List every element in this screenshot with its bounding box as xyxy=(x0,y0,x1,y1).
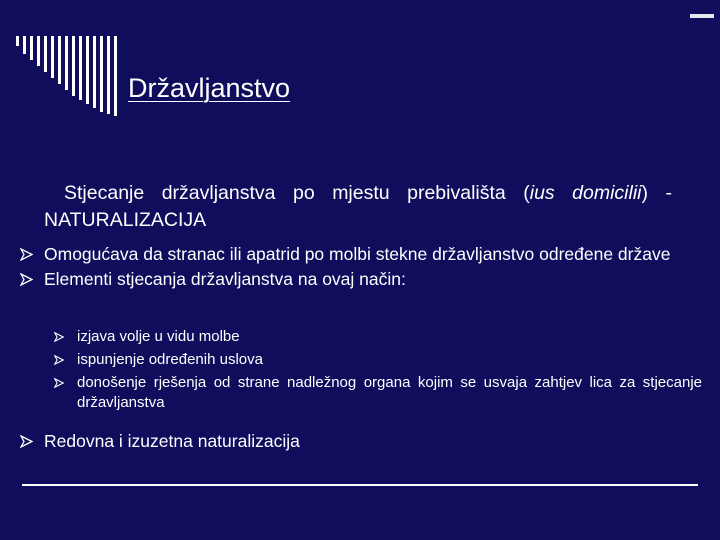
bottom-divider-line xyxy=(22,484,698,486)
arrowhead-bullet-icon xyxy=(20,248,33,261)
intro-text-part2: ) - NATURALIZACIJA xyxy=(44,182,673,231)
sub-bullet-text: donošenje rješenja od strane nadležnog organa kojim se usvaja zahtjev lica za stjecanje državljanstva xyxy=(77,374,702,411)
sub-bullet-list xyxy=(20,327,702,413)
arrowhead-bullet-icon xyxy=(54,378,64,388)
sub-bullet-item xyxy=(20,327,702,347)
bullet-item xyxy=(20,243,702,266)
decorative-left-stripes xyxy=(16,36,126,116)
bullet-item xyxy=(20,430,702,453)
decorative-top-stripes xyxy=(0,0,720,30)
bullet-list-final xyxy=(20,430,702,453)
intro-text-part1: Stjecanje državljanstva po mjestu prebivališta ( xyxy=(64,182,530,204)
intro-paragraph xyxy=(44,180,672,234)
bullet-text: Omogućava da stranac ili apatrid po molbi stekne državljanstvo određene države xyxy=(44,244,671,264)
arrowhead-bullet-icon xyxy=(20,435,33,448)
bullet-list xyxy=(20,243,702,291)
sub-bullet-text: ispunjenje određenih uslova xyxy=(77,351,263,368)
sub-bullet-text: izjava volje u vidu molbe xyxy=(77,328,240,345)
sub-bullet-item xyxy=(20,373,702,413)
bullet-text: Redovna i izuzetna naturalizacija xyxy=(44,431,300,451)
arrowhead-bullet-icon xyxy=(54,355,64,365)
sub-bullet-item xyxy=(20,350,702,370)
slide-title: Državljanstvo xyxy=(128,73,291,103)
arrowhead-bullet-icon xyxy=(54,332,64,342)
bullet-text: Elementi stjecanja državljanstva na ovaj način: xyxy=(44,269,406,289)
bullet-item xyxy=(20,268,702,291)
intro-italic-term: ius domicilii xyxy=(529,182,642,204)
arrowhead-bullet-icon xyxy=(20,273,33,286)
